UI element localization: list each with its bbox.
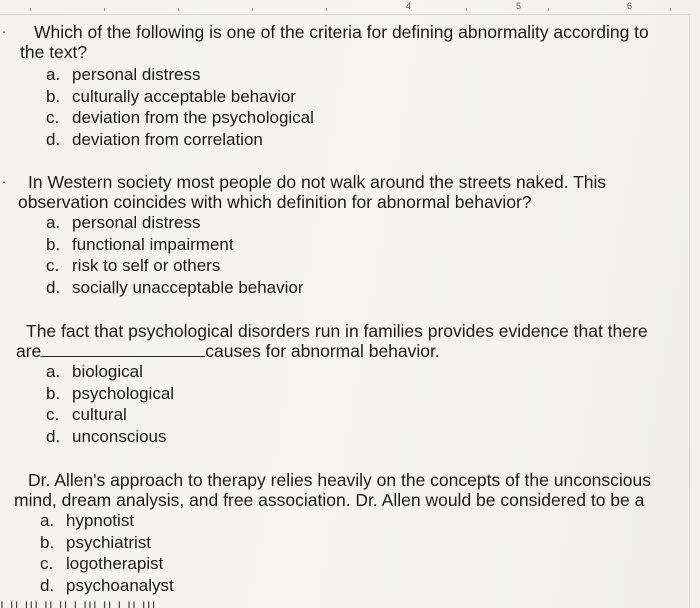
question-stem-line: the text? — [20, 42, 88, 62]
answer-option: c. cultural — [46, 405, 127, 424]
cut-off-text-line: ı ıı ııı ıı ıı ı ııı ıı ı ıı ııı — [0, 596, 157, 608]
question-stem-line: mind, dream analysis, and free association. Dr. Allen would be considered to be a — [14, 490, 645, 510]
question-stem-line: In Western society most people do not walk around the streets naked. This — [28, 172, 607, 192]
answer-option: a. hypnotist — [40, 511, 135, 530]
question-stem-line: are causes for abnormal behavior. — [16, 341, 440, 361]
answer-option: d. unconscious — [46, 426, 167, 446]
answer-option: a. personal distress — [46, 65, 201, 84]
question-1 — [20, 22, 649, 150]
ruler-tick — [548, 8, 549, 11]
ruler-tick — [326, 8, 327, 11]
question-stem-line: The fact that psychological disorders run in families provides evidence that there — [26, 321, 648, 341]
answer-option: b. functional impairment — [46, 234, 234, 254]
question-stem-line: Dr. Allen's approach to therapy relies heavily on the concepts of the unconscious — [28, 470, 652, 490]
fill-in-blank — [41, 342, 205, 357]
answer-option: a. personal distress — [46, 213, 201, 232]
answer-option: c. logotherapist — [40, 554, 164, 573]
answer-option: b. psychological — [46, 383, 175, 403]
ruler-tick — [252, 8, 253, 11]
ruler-number: 4 — [406, 1, 412, 11]
answer-option: d. psychoanalyst — [40, 575, 174, 595]
answer-option: d. socially unacceptable behavior — [46, 277, 304, 297]
answer-option: b. psychiatrist — [40, 532, 152, 552]
question-4 — [14, 470, 651, 596]
ruler-number: 5 — [516, 1, 522, 11]
answer-option: a. biological — [46, 362, 143, 381]
question-3 — [16, 321, 648, 447]
answer-option: c. deviation from the psychological — [46, 108, 314, 127]
list-bullet: . — [2, 20, 6, 36]
ruler-tick — [670, 8, 671, 11]
question-2 — [18, 172, 606, 298]
ruler-tick — [104, 8, 105, 11]
ruler-tick — [178, 8, 179, 11]
answer-option: b. culturally acceptable behavior — [46, 86, 296, 106]
list-bullet: . — [2, 170, 6, 186]
question-stem-line: Which of the following is one of the criteria for defining abnormality according to — [34, 22, 649, 42]
ruler-tick — [466, 8, 467, 11]
ruler-number: 6 — [627, 1, 633, 11]
answer-option: d. deviation from correlation — [46, 129, 263, 149]
page-edge — [689, 14, 700, 608]
answer-option: c. risk to self or others — [46, 256, 221, 275]
question-stem-line: observation coincides with which definition for abnormal behavior? — [18, 192, 532, 212]
ruler-tick — [30, 8, 31, 11]
ruler — [0, 0, 700, 15]
